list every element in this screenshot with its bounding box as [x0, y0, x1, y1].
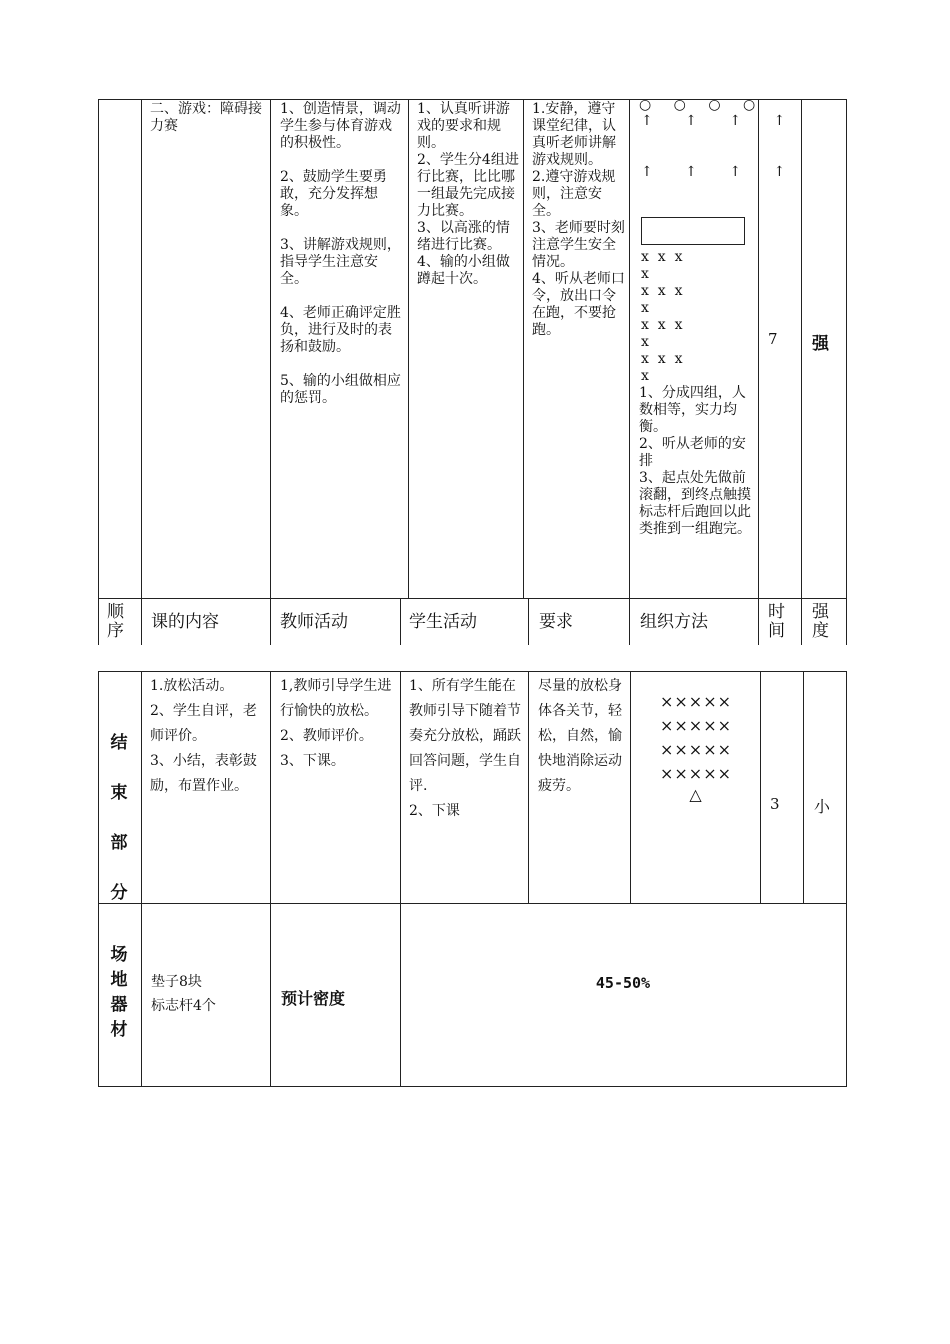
student-item: 3、以高涨的情绪进行比赛。 [417, 220, 510, 253]
formation-row: x x x [641, 283, 683, 299]
lower-col-line-7 [803, 671, 804, 904]
col-line-3-header [400, 598, 401, 645]
col-line-2 [270, 99, 271, 645]
end-time-value: 3 [770, 795, 780, 813]
formation-row: x [641, 334, 649, 350]
teacher-triangle-icon: △ [689, 785, 703, 804]
end-intensity-value: 小 [814, 797, 831, 816]
lower-top-border [98, 671, 847, 672]
upper-left-border [98, 99, 99, 645]
lower-right-border [846, 671, 847, 1087]
organization-note: 3、起点处先做前滚翻，到终点触摸标志杆后跑回以此类推到一组跑完。 [639, 470, 751, 537]
lower-col-line-6 [760, 671, 761, 904]
col-line-7 [801, 99, 802, 645]
requirement-item: 2.遵守游戏规则，注意安全。 [532, 169, 616, 219]
requirement-cell [532, 101, 625, 339]
team-formation [641, 249, 756, 385]
equipment-item: 垫子8块 [151, 974, 202, 990]
equipment-item: 标志杆4个 [151, 998, 216, 1014]
venue-label-char: 地 [110, 970, 128, 990]
col-line-4-header [528, 598, 529, 645]
arrow-row-1: ↑ ↑ ↑ ↑ [641, 113, 800, 129]
organization-note: 1、分成四组，人数相等，实力均衡。 [639, 385, 746, 435]
col-line-1 [141, 99, 142, 645]
header-teacher: 教师活动 [280, 612, 348, 632]
intensity-value: 强 [812, 334, 829, 354]
lower-col-line-5 [630, 671, 631, 904]
lower-left-border [98, 671, 99, 1087]
header-organization: 组织方法 [640, 612, 708, 632]
lower-col-line-3 [400, 671, 401, 1087]
venue-label-char: 场 [110, 945, 128, 965]
end-content-item: 2、学生自评，老师评价。 [150, 703, 257, 744]
end-requirement-item: 尽量的放松身体各关节，轻松，自然，愉快地消除运动疲劳。 [538, 678, 622, 794]
header-requirement: 要求 [539, 612, 573, 632]
header-intensity: 强度 [812, 602, 829, 641]
header-time: 时间 [768, 602, 785, 641]
venue-label-char: 材 [110, 1020, 128, 1040]
upper-right-border [846, 99, 847, 645]
formation-row: x x x [641, 249, 683, 265]
col-line-5 [629, 99, 630, 645]
end-label-char: 束 [110, 783, 128, 803]
formation-row: ××××× [659, 764, 733, 783]
end-formation [640, 690, 752, 804]
formation-row: ××××× [659, 692, 733, 711]
formation-row: ××××× [659, 740, 733, 759]
end-student-item: 2、下课 [409, 803, 460, 819]
teacher-item: 2、鼓励学生要勇敢，充分发挥想象。 [280, 169, 387, 219]
formation-row: x [641, 266, 649, 282]
requirement-item: 1.安静，遵守课堂纪律，认真听老师讲解游戏规则。 [532, 101, 616, 168]
organization-note: 2、听从老师的安排 [639, 436, 746, 469]
col-line-3 [408, 99, 409, 599]
end-student-item: 1、所有学生能在教师引导下随着节奏充分放松，踊跃回答问题，学生自评. [409, 678, 521, 794]
lower-col-line-2 [270, 671, 271, 1087]
end-teacher-item: 3、下课。 [280, 753, 345, 769]
end-section-label [102, 718, 136, 918]
end-label-char: 部 [110, 833, 128, 853]
end-content-cell [150, 674, 268, 799]
upper-header-divider [98, 598, 847, 599]
density-value: 45-50% [595, 974, 651, 992]
lower-col-line-1 [141, 671, 142, 1087]
col-line-4 [523, 99, 524, 599]
density-label: 预计密度 [281, 989, 346, 1008]
student-item: 4、输的小组做蹲起十次。 [417, 254, 510, 287]
end-teacher-cell [280, 674, 392, 774]
formation-row: x x x [641, 317, 683, 333]
start-circles-row: ○ ○ ○ ○ [639, 97, 765, 113]
requirement-item: 4、听从老师口令，放出口令在跑，不要抢跑。 [532, 271, 625, 338]
teacher-item: 3、讲解游戏规则，指导学生注意安全。 [280, 237, 401, 287]
end-teacher-item: 1,教师引导学生进行愉快的放松。 [280, 678, 392, 719]
header-student: 学生活动 [409, 612, 477, 632]
arrow-row-2: ↑ ↑ ↑ ↑ [641, 164, 800, 180]
student-activity-cell [417, 101, 519, 288]
header-order: 顺序 [107, 602, 124, 641]
lesson-content-text: 二、游戏：障碍接力赛 [150, 101, 262, 134]
organization-notes [639, 385, 755, 538]
formation-row: x [641, 368, 649, 384]
header-content: 课的内容 [151, 612, 219, 632]
end-teacher-item: 2、教师评价。 [280, 728, 373, 744]
lower-bottom-border [98, 1086, 847, 1087]
formation-row: x x x [641, 351, 683, 367]
end-label-char: 分 [110, 883, 128, 903]
teacher-item: 5、输的小组做相应的惩罚。 [280, 373, 401, 406]
student-item: 1、认真听讲游戏的要求和规则。 [417, 101, 510, 151]
teacher-item: 1、创造情景，调动学生参与体育游戏的积极性。 [280, 101, 401, 151]
end-label-char: 结 [110, 733, 128, 753]
lower-col-line-4 [528, 671, 529, 904]
teacher-item: 4、老师正确评定胜负，进行及时的表扬和鼓励。 [280, 305, 401, 355]
requirement-item: 3、老师要时刻注意学生安全情况。 [532, 220, 625, 270]
student-item: 2、学生分4组进行比赛，比比哪一组最先完成接力比赛。 [417, 152, 519, 219]
end-requirement-cell [538, 674, 626, 799]
time-value: 7 [768, 330, 778, 348]
formation-row: x [641, 300, 649, 316]
lower-row-divider [98, 903, 847, 904]
venue-label [102, 943, 136, 1043]
end-content-item: 3、小结，表彰鼓励，布置作业。 [150, 753, 257, 794]
equipment-cell [151, 970, 269, 1018]
teacher-activity-cell [280, 101, 404, 407]
formation-row: ××××× [659, 716, 733, 735]
end-student-cell [409, 674, 523, 824]
lesson-content-cell [150, 101, 266, 135]
finish-box [641, 217, 745, 245]
end-content-item: 1.放松活动。 [150, 678, 234, 694]
venue-label-char: 器 [110, 995, 128, 1015]
